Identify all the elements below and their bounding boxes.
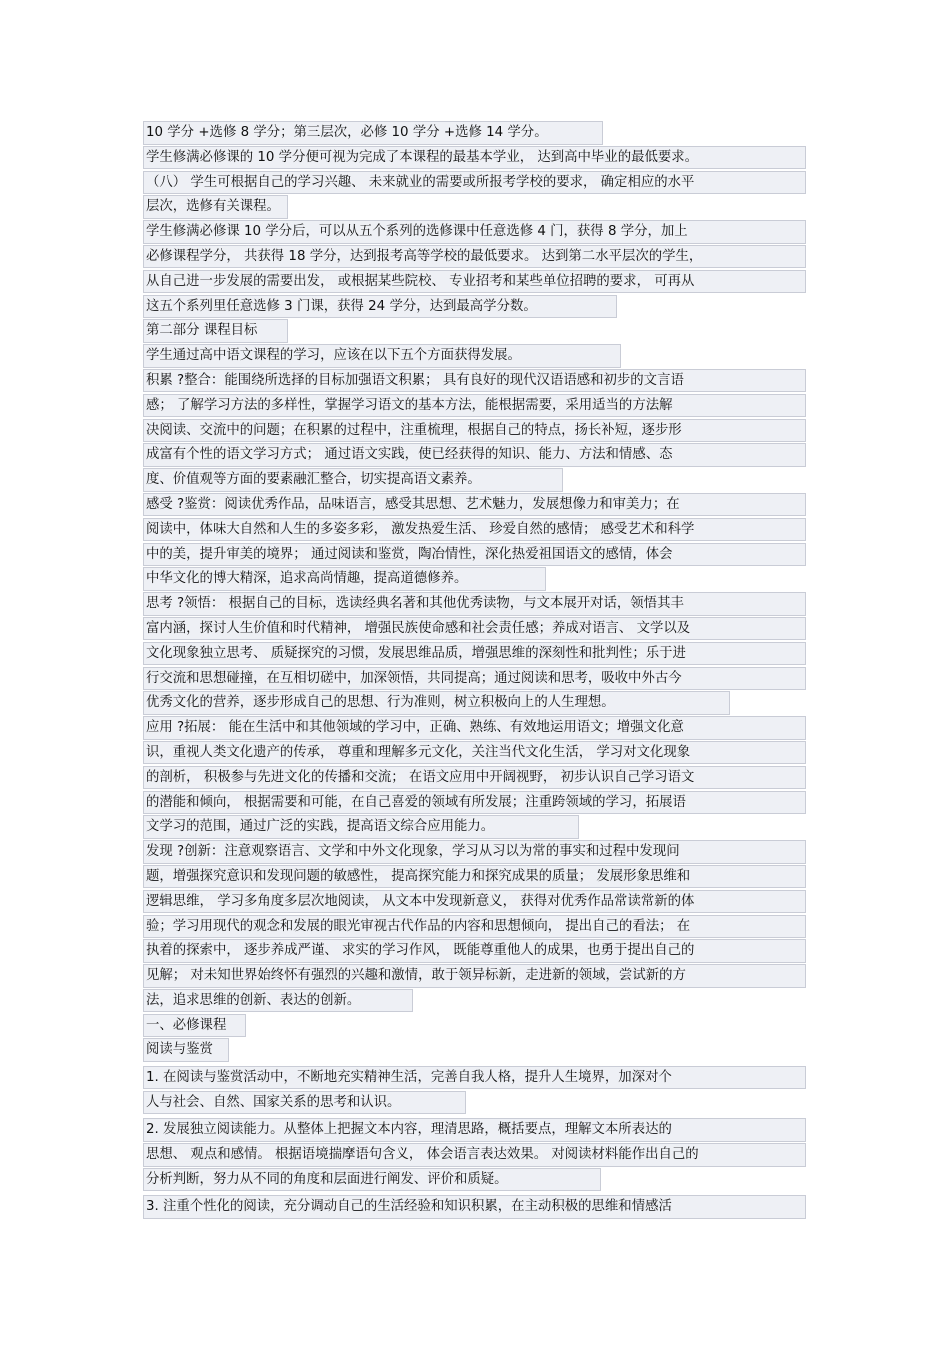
- text-line: 文化现象独立思考、 质疑探究的习惯，发展思维品质，增强思维的深刻性和批判性；乐于进: [143, 642, 806, 666]
- text-line: 层次，选修有关课程。: [143, 195, 288, 219]
- text-line: 从自己进一步发展的需要出发， 或根据某些院校、 专业招考和某些单位招聘的要求， 可再从: [143, 270, 806, 294]
- text-line: 的潜能和倾向， 根据需要和可能，在自己喜爱的领域有所发展；注重跨领域的学习，拓展语: [143, 791, 806, 815]
- text-line: 学生修满必修课 10 学分后，可以从五个系列的选修课中任意选修 4 门，获得 8 学分，加上: [143, 220, 806, 244]
- text-line: 见解； 对未知世界始终怀有强烈的兴趣和激情，敢于领异标新，走进新的领域，尝试新的方: [143, 964, 806, 988]
- text-line: 人与社会、自然、国家关系的思考和认识。: [143, 1091, 466, 1115]
- text-line: 行交流和思想碰撞，在互相切磋中，加深领悟，共同提高；通过阅读和思考，吸收中外古今: [143, 667, 806, 691]
- document-body: [143, 121, 808, 1220]
- text-line: 2. 发展独立阅读能力。从整体上把握文本内容，理清思路，概括要点，理解文本所表达的: [143, 1118, 806, 1142]
- text-line: 发现 ?创新：注意观察语言、文学和中外文化现象，学习从习以为常的事实和过程中发现问: [143, 840, 806, 864]
- text-line: 分析判断，努力从不同的角度和层面进行阐发、评价和质疑。: [143, 1168, 601, 1192]
- text-line: 感； 了解学习方法的多样性，掌握学习语文的基本方法，能根据需要，采用适当的方法解: [143, 394, 806, 418]
- section-heading: 第二部分 课程目标: [143, 319, 288, 343]
- text-line: 应用 ?拓展： 能在生活中和其他领域的学习中，正确、熟练、有效地运用语文；增强文化意: [143, 716, 806, 740]
- text-line: 中华文化的博大精深，追求高尚情趣，提高道德修养。: [143, 567, 546, 591]
- text-line: 10 学分 +选修 8 学分；第三层次，必修 10 学分 +选修 14 学分。: [143, 121, 603, 145]
- subsection-heading: 阅读与鉴赏: [143, 1038, 229, 1062]
- text-line: 执着的探索中， 逐步养成严谨、 求实的学习作风， 既能尊重他人的成果，也勇于提出自己的: [143, 939, 806, 963]
- text-line: 思考 ?领悟： 根据自己的目标，选读经典名著和其他优秀读物，与文本展开对话，领悟其丰: [143, 592, 806, 616]
- text-line: 积累 ?整合：能围绕所选择的目标加强语文积累； 具有良好的现代汉语语感和初步的文言语: [143, 369, 806, 393]
- text-line: 阅读中，体味大自然和人生的多姿多彩， 激发热爱生活、 珍爱自然的感情； 感受艺术和科学: [143, 518, 806, 542]
- text-line: 法，追求思维的创新、表达的创新。: [143, 989, 413, 1013]
- text-line: 的剖析， 积极参与先进文化的传播和交流； 在语文应用中开阔视野， 初步认识自己学习语文: [143, 766, 806, 790]
- text-line: 这五个系列里任意选修 3 门课，获得 24 学分，达到最高学分数。: [143, 295, 617, 319]
- text-line: 决阅读、交流中的问题；在积累的过程中，注重梳理，根据自己的特点，扬长补短，逐步形: [143, 419, 806, 443]
- text-line: 优秀文化的营养，逐步形成自己的思想、行为准则，树立积极向上的人生理想。: [143, 691, 730, 715]
- text-line: 识，重视人类文化遗产的传承， 尊重和理解多元文化，关注当代文化生活， 学习对文化现象: [143, 741, 806, 765]
- text-line: 度、价值观等方面的要素融汇整合，切实提高语文素养。: [143, 468, 563, 492]
- text-line: 验；学习用现代的观念和发展的眼光审视古代作品的内容和思想倾向， 提出自己的看法； 在: [143, 915, 806, 939]
- text-line: （八） 学生可根据自己的学习兴趣、 未来就业的需要或所报考学校的要求， 确定相应的水平: [143, 171, 806, 195]
- text-line: 逻辑思维， 学习多角度多层次地阅读， 从文本中发现新意义， 获得对优秀作品常读常新的体: [143, 890, 806, 914]
- section-heading: 一、必修课程: [143, 1014, 246, 1038]
- text-line: 富内涵，探讨人生价值和时代精神， 增强民族使命感和社会责任感；养成对语言、 文学以及: [143, 617, 806, 641]
- text-line: 学生修满必修课的 10 学分便可视为完成了本课程的最基本学业， 达到高中毕业的最低要求。: [143, 146, 806, 170]
- text-line: 学生通过高中语文课程的学习，应该在以下五个方面获得发展。: [143, 344, 621, 368]
- text-line: 题，增强探究意识和发现问题的敏感性， 提高探究能力和探究成果的质量； 发展形象思维和: [143, 865, 806, 889]
- text-line: 必修课程学分， 共获得 18 学分，达到报考高等学校的最低要求。 达到第二水平层次的学生，: [143, 245, 806, 269]
- text-line: 感受 ?鉴赏：阅读优秀作品，品味语言，感受其思想、艺术魅力，发展想像力和审美力；在: [143, 493, 806, 517]
- text-line: 思想、 观点和感情。 根据语境揣摩语句含义， 体会语言表达效果。 对阅读材料能作出自己的: [143, 1143, 806, 1167]
- text-line: 中的美，提升审美的境界； 通过阅读和鉴赏，陶冶情性，深化热爱祖国语文的感情，体会: [143, 543, 806, 567]
- text-line: 3. 注重个性化的阅读，充分调动自己的生活经验和知识积累，在主动积极的思维和情感活: [143, 1195, 806, 1219]
- text-line: 1. 在阅读与鉴赏活动中，不断地充实精神生活，完善自我人格，提升人生境界，加深对个: [143, 1066, 806, 1090]
- text-line: 成富有个性的语文学习方式； 通过语文实践，使已经获得的知识、能力、方法和情感、态: [143, 443, 806, 467]
- text-line: 文学习的范围，通过广泛的实践，提高语文综合应用能力。: [143, 815, 579, 839]
